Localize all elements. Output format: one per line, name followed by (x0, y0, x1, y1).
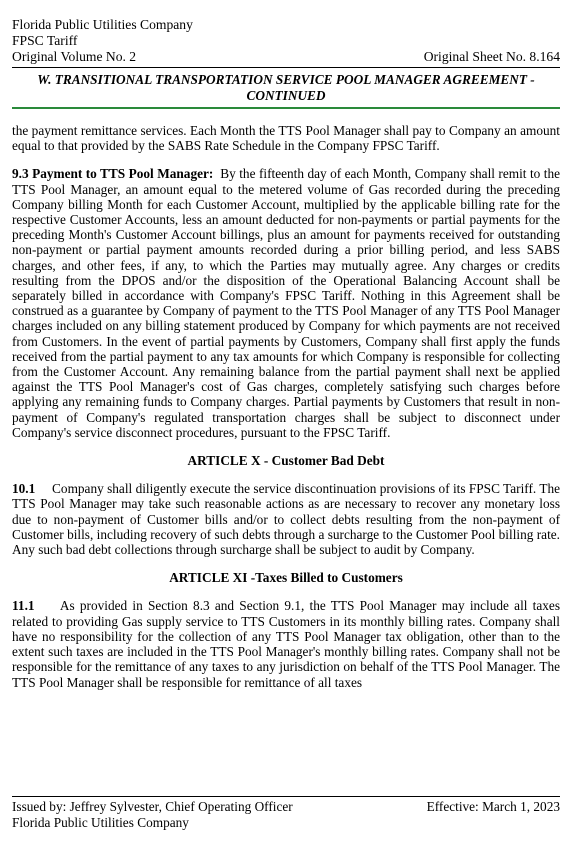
footer-issued-by: Issued by: Jeffrey Sylvester, Chief Operating Officer (12, 799, 293, 814)
section-11-1-number: 11.1 (12, 598, 35, 614)
article-10-heading: ARTICLE X - Customer Bad Debt (187, 453, 385, 469)
header-volume-row (12, 49, 560, 65)
footer-divider (12, 796, 560, 797)
footer (12, 799, 560, 831)
header-volume: Original Volume No. 2 (12, 49, 137, 64)
header-sheet-number: Original Sheet No. 8.164 (423, 49, 560, 64)
header-divider (12, 67, 560, 68)
section-10-1-paragraph (12, 481, 560, 557)
section-9-3-text: By the fifteenth day of each Month, Company shall remit to the TTS Pool Manager, an amount equal to the metered volume of Gas recorded during the preceding Company billing Month for each Customer Account, multiplied by the applicable billing rate for the respective Customer Accounts, less an amount deducted for non-payments or partial payments for the preceding Month's Customer Account billings, plus an amount for payments received for outstanding non-payment or partial payment amounts recorded during a prior billing period, and less SABS charges, and other fees, if any, to which the Parties may mutually agree. Any charges or credits resulting from the DPOS and/or the disposition of the Operational Balancing Account shall be separately billed in accordance with Company's FPSC Tariff. Nothing in this Agreement shall be construed as a guarantee by Company of payment to the TTS Pool Manager of any TTS Pool Manager charges included on any billing statement produced by Company for which payments are not received from Customers. In the event of partial payments by Customers, Company shall first apply the funds received from the partial payment to any tax amounts for which Company is responsible for collecting from the Customer Account. Any remaining balance from the partial payment shall next be applied against the TTS Pool Manager's cost of Gas charges, completely satisfying such charges before applying any remaining funds to Company charges. Partial payments by Customers that result in non-payment of Company's regulated transportation charges shall be subject to disconnect under Company's service disconnect procedures, pursuant to the FPSC Tariff. (12, 166, 560, 440)
continuation-paragraph: the payment remittance services. Each Month the TTS Pool Manager shall pay to Company an amount equal to that provided by the SABS Rate Schedule in the Company FPSC Tariff. (12, 123, 560, 154)
section-title (12, 72, 560, 104)
section-title-line2: CONTINUED (246, 88, 326, 103)
header-company: Florida Public Utilities Company (12, 17, 193, 32)
section-10-1-number: 10.1 (12, 481, 36, 497)
section-10-1-text: Company shall diligently execute the service discontinuation provisions of its FPSC Tariff. The TTS Pool Manager may take such reasonable actions as are necessary to recover any monetary loss due to non-payment of Customer bills and/or to collect debts resulting from the non-payment of Customer bills, including recovery of such debts through a surcharge to the Customer Pool billing rate. Any such bad debt collections through surcharge shall be subject to audit by Company. (12, 481, 560, 558)
footer-company: Florida Public Utilities Company (12, 815, 189, 830)
title-divider (12, 107, 560, 109)
section-9-3-heading: 9.3 Payment to TTS Pool Manager: (12, 166, 214, 182)
section-9-3-paragraph (12, 166, 560, 440)
section-title-line1: W. TRANSITIONAL TRANSPORTATION SERVICE POOL MANAGER AGREEMENT - (37, 72, 535, 87)
footer-row (12, 799, 560, 815)
article-11-heading: ARTICLE XI -Taxes Billed to Customers (169, 570, 403, 586)
section-11-1-paragraph (12, 598, 560, 689)
section-11-1-text: As provided in Section 8.3 and Section 9.1, the TTS Pool Manager may include all taxes related to providing Gas supply service to TTS Customers in its monthly billing rates. Company shall have no responsibility for the collection of any TTS Pool Manager tax obligation, other than to the extent such taxes are included in the TTS Pool Manager's monthly billing rates. Company shall not be responsible for the remittance of any taxes to any jurisdiction on behalf of the TTS Pool Manager. The TTS Pool Manager shall be responsible for remittance of all taxes (12, 598, 560, 690)
header-tariff: FPSC Tariff (12, 33, 78, 48)
document-body (12, 123, 560, 690)
footer-effective-date: Effective: March 1, 2023 (426, 799, 560, 814)
